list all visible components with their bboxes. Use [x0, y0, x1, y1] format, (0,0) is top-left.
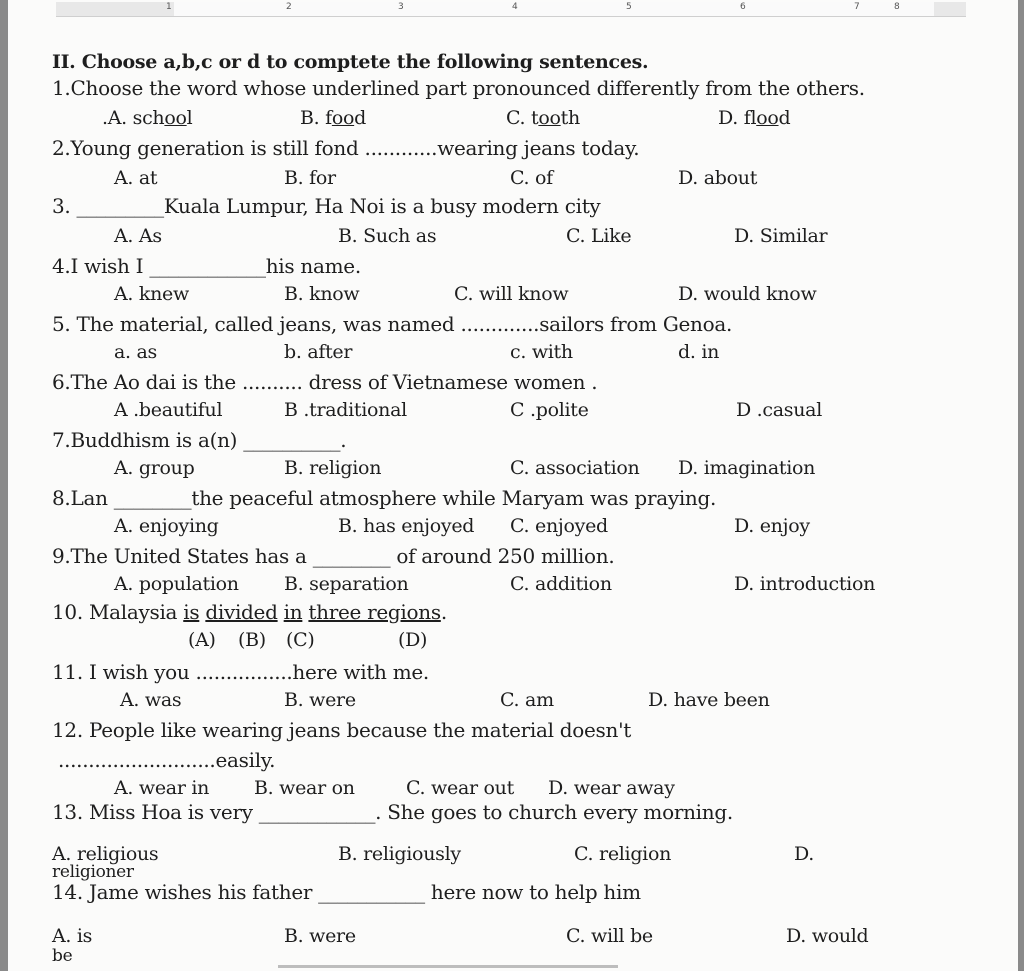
option-c: C. enjoyed	[510, 515, 608, 537]
question-3: 3. _________Kuala Lumpur, Ha Noi is a busy modern city	[52, 194, 601, 218]
option-a: a. as	[114, 341, 157, 363]
ruler-number: 5	[626, 2, 632, 12]
option-c: C. am	[500, 689, 554, 711]
ruler-number: 1	[166, 2, 172, 12]
option-c: (C)	[286, 629, 315, 651]
question-2: 2.Young generation is still fond ............wearing jeans today.	[52, 136, 640, 160]
question-5: 5. The material, called jeans, was named .............sailors from Genoa.	[52, 312, 733, 336]
option-b: B. wear on	[254, 777, 355, 799]
option-c: C. Like	[566, 225, 632, 247]
ruler-number: 3	[398, 2, 404, 12]
option-d: d. in	[678, 341, 720, 363]
option-d-continued: religioner	[52, 862, 134, 882]
option-c: C. religion	[574, 843, 672, 865]
option-b: B. religiously	[338, 843, 461, 865]
option-b: B. for	[284, 167, 336, 189]
question-8: 8.Lan ________the peaceful atmosphere while Maryam was praying.	[52, 486, 717, 510]
section-title: II. Choose a,b,c or d to comptete the following sentences.	[52, 51, 649, 73]
option-c: C. addition	[510, 573, 612, 595]
option-d: D. would	[786, 925, 869, 947]
option-d: D. have been	[648, 689, 770, 711]
question-12-cont: ..........................easily.	[58, 748, 276, 772]
ruler-number: 6	[740, 2, 746, 12]
option-b: B. were	[284, 689, 356, 711]
question-13: 13. Miss Hoa is very ____________. She goes to church every morning.	[52, 800, 733, 824]
option-a: A. population	[114, 573, 239, 595]
option-b: B. Such as	[338, 225, 437, 247]
option-a: A. group	[114, 457, 195, 479]
option-d: D.	[794, 843, 814, 865]
option-d: (D)	[398, 629, 428, 651]
option-b: (B)	[238, 629, 266, 651]
option-b: B. know	[284, 283, 360, 305]
question-9: 9.The United States has a ________ of around 250 million.	[52, 544, 615, 568]
option-a: (A)	[188, 629, 216, 651]
option-d: D .casual	[736, 399, 822, 421]
option-a: A .beautiful	[114, 399, 223, 421]
question-11: 11. I wish you ................here with me.	[52, 660, 429, 684]
question-6: 6.The Ao dai is the .......... dress of Vietnamese women .	[52, 370, 598, 394]
option-c: c. with	[510, 341, 573, 363]
option-d: D. wear away	[548, 777, 675, 799]
option-a: A. wear in	[114, 777, 210, 799]
option-c: C. wear out	[406, 777, 514, 799]
option-b: B .traditional	[284, 399, 407, 421]
option-c: C .polite	[510, 399, 589, 421]
question-7: 7.Buddhism is a(n) __________.	[52, 428, 347, 452]
option-a: A. enjoying	[114, 515, 219, 537]
question-1: 1.Choose the word whose underlined part pronounced differently from the others.	[52, 76, 865, 100]
option-a: A. at	[114, 167, 158, 189]
question-4: 4.I wish I ____________his name.	[52, 254, 361, 278]
question-14: 14. Jame wishes his father ___________ here now to help him	[52, 880, 641, 904]
option-d: D. introduction	[734, 573, 876, 595]
option-b: B. religion	[284, 457, 382, 479]
option-b: B. separation	[284, 573, 409, 595]
option-c: C. of	[510, 167, 553, 189]
option-b: B. food	[300, 107, 367, 129]
option-d: D. Similar	[734, 225, 828, 247]
document-page	[8, 0, 1018, 971]
option-d: D. enjoy	[734, 515, 810, 537]
option-a: A. religious	[52, 843, 159, 865]
ruler-number: 7	[854, 2, 860, 12]
option-d-continued: be	[52, 946, 73, 966]
option-b: B. were	[284, 925, 356, 947]
option-a: A. knew	[114, 283, 189, 305]
option-b: b. after	[284, 341, 353, 363]
option-a: A. is	[52, 925, 93, 947]
ruler-number: 4	[512, 2, 518, 12]
option-b: B. has enjoyed	[338, 515, 475, 537]
option-d: D. about	[678, 167, 758, 189]
option-a: A. As	[114, 225, 162, 247]
option-d: D. would know	[678, 283, 817, 305]
question-10: 10. Malaysia is divided in three regions.	[52, 600, 447, 624]
question-12: 12. People like wearing jeans because the material doesn't	[52, 718, 632, 742]
option-d: D. flood	[718, 107, 791, 129]
option-c: C. will know	[454, 283, 569, 305]
ruler[interactable]	[56, 2, 966, 17]
option-d: D. imagination	[678, 457, 816, 479]
option-c: C. will be	[566, 925, 653, 947]
ruler-number: 2	[286, 2, 292, 12]
option-c: C. tooth	[506, 107, 580, 129]
page-divider	[278, 965, 618, 968]
option-a: A. was	[120, 689, 182, 711]
ruler-number: 8	[894, 2, 900, 12]
option-a: .A. school	[102, 107, 193, 129]
option-c: C. association	[510, 457, 640, 479]
